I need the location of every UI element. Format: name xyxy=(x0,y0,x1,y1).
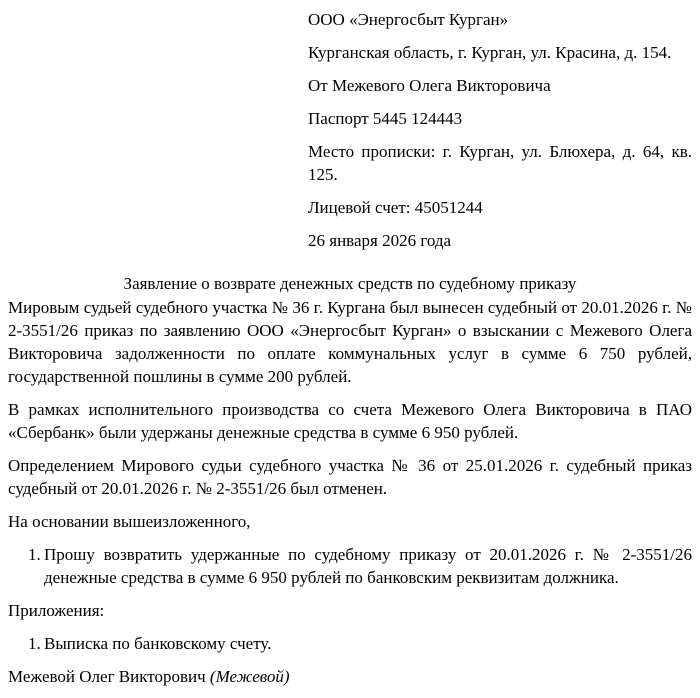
attachments-list xyxy=(8,632,692,655)
list-item-text: Выписка по банковскому счету. xyxy=(44,634,272,653)
addressee-org: ООО «Энергосбыт Курган» xyxy=(308,10,509,29)
list-item xyxy=(8,543,692,589)
list-item xyxy=(8,632,692,655)
signature-name: Межевой Олег Викторович xyxy=(8,667,206,686)
attachments-label: Приложения: xyxy=(8,601,105,620)
paragraph-enforcement: В рамках исполнительного производства со счета Межевого Олега Викторовича в ПАО «Сбербанк» были удержаны денежные средства в сумме 6 950 рублей. xyxy=(8,400,692,442)
list-item-number: 1. xyxy=(28,545,41,564)
sender-account: Лицевой счет: 45051244 xyxy=(308,198,483,217)
signature-line xyxy=(8,665,692,688)
signature-mark: (Межевой) xyxy=(209,667,290,686)
document-title: Заявление о возврате денежных средств по судебному приказу xyxy=(123,274,577,293)
paragraph-cancellation: Определением Мирового судьи судебного участка № 36 от 25.01.2026 г. судебный приказ судебный от 20.01.2026 г. № 2-3551/26 был отменен. xyxy=(8,456,692,498)
sender-name: От Межевого Олега Викторовича xyxy=(308,76,551,95)
addressee-block xyxy=(308,8,692,262)
basis-line: На основании вышеизложенного, xyxy=(8,512,251,531)
request-list xyxy=(8,543,692,589)
document-date: 26 января 2026 года xyxy=(308,231,452,250)
addressee-address: Курганская область, г. Курган, ул. Красина, д. 154. xyxy=(308,43,672,62)
paragraph-court-order: Мировым судьей судебного участка № 36 г. Кургана был вынесен судебный от 20.01.2026 г. № 2-3551/26 приказ по заявлению ООО «Энергосбыт Курган» о взыскании с Межевого Олега Викторовича задолженности по оплате коммунальных услуг в сумме 6 750 рублей, государственной пошлины в сумме 200 рублей. xyxy=(8,298,692,386)
list-item-text: Прошу возвратить удержанные по судебному приказу от 20.01.2026 г. № 2-3551/26 денежные средства в сумме 6 950 рублей по банковским реквизитам должника. xyxy=(44,545,692,587)
document-body xyxy=(8,296,692,698)
list-item-number: 1. xyxy=(28,634,41,653)
sender-passport: Паспорт 5445 124443 xyxy=(308,109,463,128)
sender-residence: Место прописки: г. Курган, ул. Блюхера, д. 64, кв. 125. xyxy=(308,142,692,184)
